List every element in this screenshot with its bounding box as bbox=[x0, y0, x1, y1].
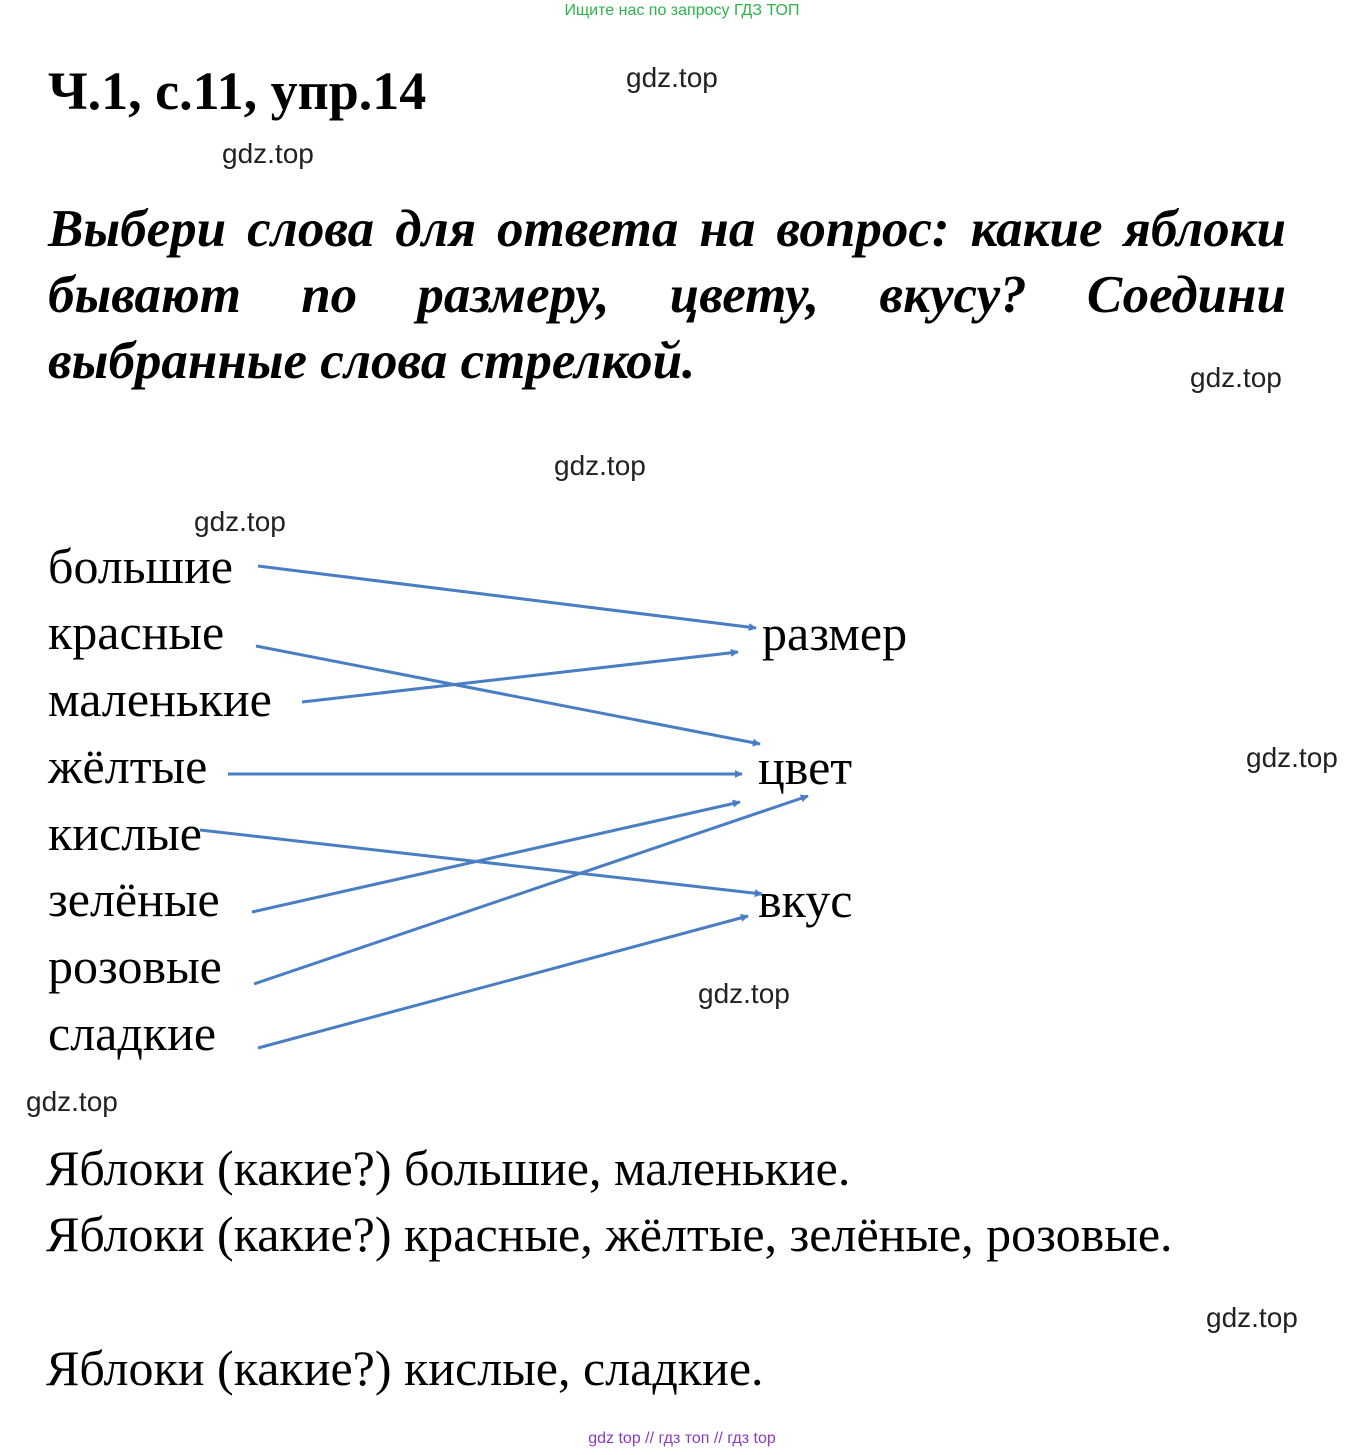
arrow-2 bbox=[256, 646, 760, 744]
watermark: gdz.top bbox=[194, 506, 286, 537]
left-word-zheltye: жёлтые bbox=[48, 738, 208, 794]
left-word-kislye: кислые bbox=[48, 805, 202, 861]
arrow-1 bbox=[258, 566, 756, 628]
footer-links[interactable] bbox=[0, 1430, 1364, 1448]
left-word-zelenye: зелёные bbox=[48, 871, 220, 927]
left-word-malenkie: маленькие bbox=[48, 671, 272, 727]
watermark: gdz.top bbox=[1246, 742, 1338, 773]
watermark: gdz.top bbox=[626, 62, 718, 93]
top-banner[interactable]: Ищите нас по запросу ГДЗ ТОП bbox=[564, 2, 800, 19]
footer-sep-1: // bbox=[645, 1430, 655, 1447]
watermark: gdz.top bbox=[1190, 362, 1282, 393]
arrow-6 bbox=[252, 802, 740, 912]
footer-link-1[interactable]: gdz top bbox=[588, 1430, 641, 1447]
left-word-krasnye: красные bbox=[48, 604, 225, 660]
left-word-bolshie: большие bbox=[48, 538, 233, 594]
footer-sep-2: // bbox=[713, 1430, 723, 1447]
answer-line-taste: Яблоки (какие?) кислые, сладкие. bbox=[46, 1340, 764, 1396]
task-text: Выбери слова для ответа на вопрос: какие яблоки бывают по размеру, цвету, вкусу? Соедини выбранные слова стрелкой. bbox=[48, 200, 1286, 390]
answer-line-size: Яблоки (какие?) большие, маленькие. bbox=[46, 1140, 851, 1196]
footer-link-2[interactable]: гдз топ bbox=[658, 1430, 710, 1447]
watermark: gdz.top bbox=[1206, 1302, 1298, 1333]
watermark: gdz.top bbox=[698, 978, 790, 1009]
answer-line-color: Яблоки (какие?) красные, жёлтые, зелёные, розовые. bbox=[46, 1206, 1173, 1262]
right-word-vkus: вкус bbox=[758, 872, 853, 928]
watermark: gdz.top bbox=[222, 138, 314, 169]
arrow-8 bbox=[258, 916, 748, 1048]
right-word-razmer: размер bbox=[762, 605, 908, 661]
watermark: gdz.top bbox=[26, 1086, 118, 1117]
left-word-rozovye: розовые bbox=[48, 938, 222, 994]
watermark: gdz.top bbox=[554, 450, 646, 481]
left-word-sladkie: сладкие bbox=[48, 1005, 217, 1061]
right-word-tsvet: цвет bbox=[758, 739, 853, 795]
page-title: Ч.1, с.11, упр.14 bbox=[48, 61, 427, 121]
arrow-3 bbox=[302, 652, 738, 702]
footer-link-3[interactable]: гдз top bbox=[727, 1430, 776, 1447]
